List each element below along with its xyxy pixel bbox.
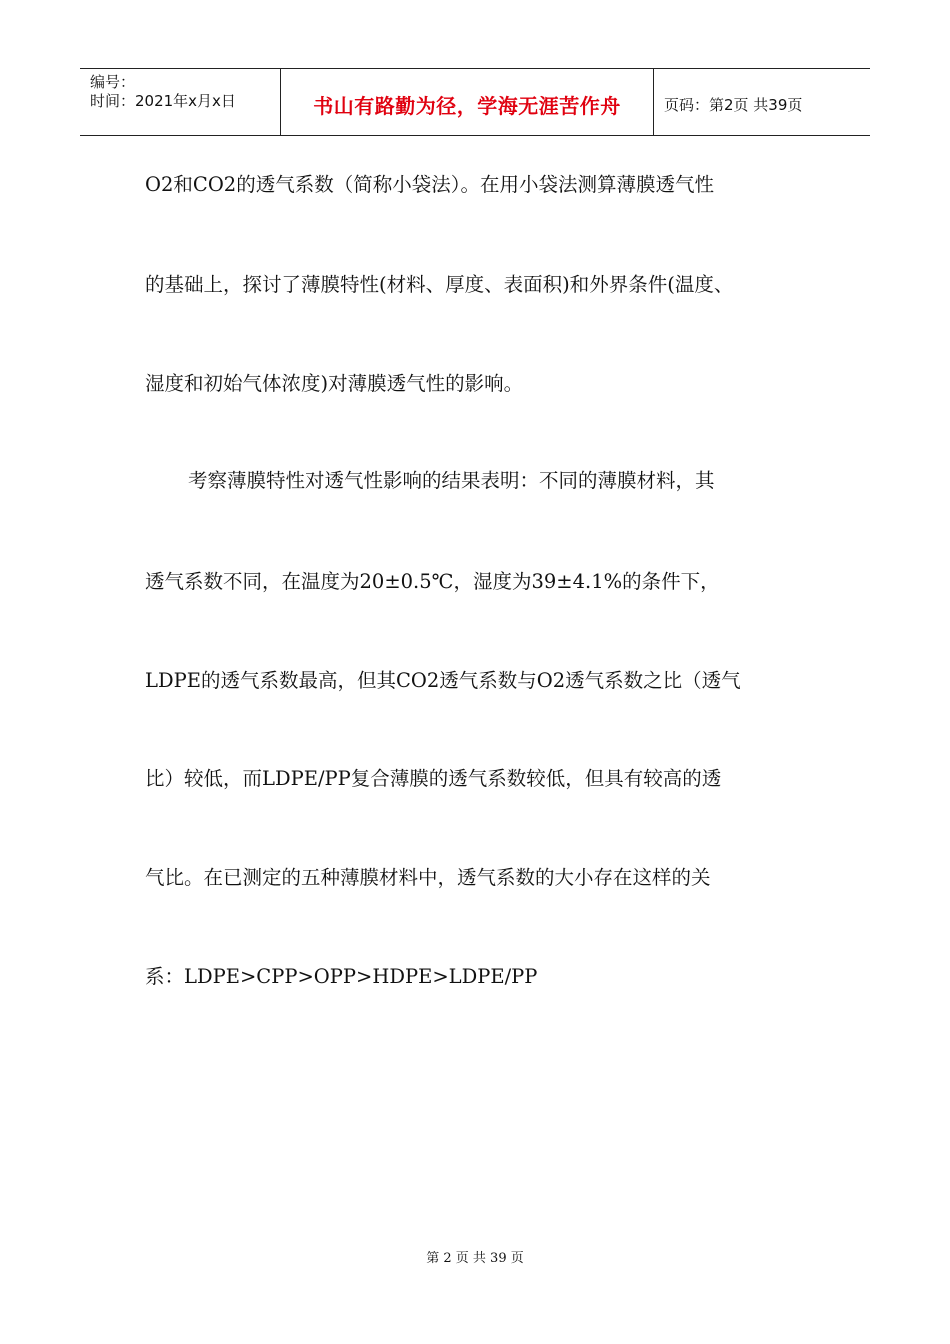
document-number-label: 编号： <box>90 73 136 91</box>
document-date: 时间：2021年x月x日 <box>90 92 236 110</box>
body-text-line: 透气系数不同，在温度为20±0.5℃，湿度为39±4.1%的条件下， <box>145 570 720 593</box>
header-page-info: 页码：第2页 共39页 <box>664 95 803 114</box>
header-motto: 书山有路勤为径，学海无涯苦作舟 <box>313 93 621 118</box>
header-page-cell <box>654 69 870 135</box>
body-text-line: 的基础上，探讨了薄膜特性(材料、厚度、表面积)和外界条件(温度、 <box>145 273 734 296</box>
body-text-line: 气比。在已测定的五种薄膜材料中，透气系数的大小存在这样的关 <box>145 866 711 889</box>
header-motto-cell <box>281 69 654 135</box>
body-text-line: O2和CO2的透气系数（简称小袋法）。在用小袋法测算薄膜透气性 <box>145 173 714 196</box>
body-text-line: 湿度和初始气体浓度)对薄膜透气性的影响。 <box>145 372 524 395</box>
body-text-line: 考察薄膜特性对透气性影响的结果表明：不同的薄膜材料，其 <box>188 469 715 492</box>
body-text-line: 系：LDPE>CPP>OPP>HDPE>LDPE/PP <box>145 965 538 988</box>
page-footer: 第 2 页 共 39 页 <box>426 1251 524 1266</box>
body-text-line: LDPE的透气系数最高，但其CO2透气系数与O2透气系数之比（透气 <box>145 669 741 692</box>
page-header <box>80 68 870 136</box>
header-meta-cell <box>80 69 281 135</box>
body-text-line: 比）较低，而LDPE/PP复合薄膜的透气系数较低，但具有较高的透 <box>145 767 722 790</box>
